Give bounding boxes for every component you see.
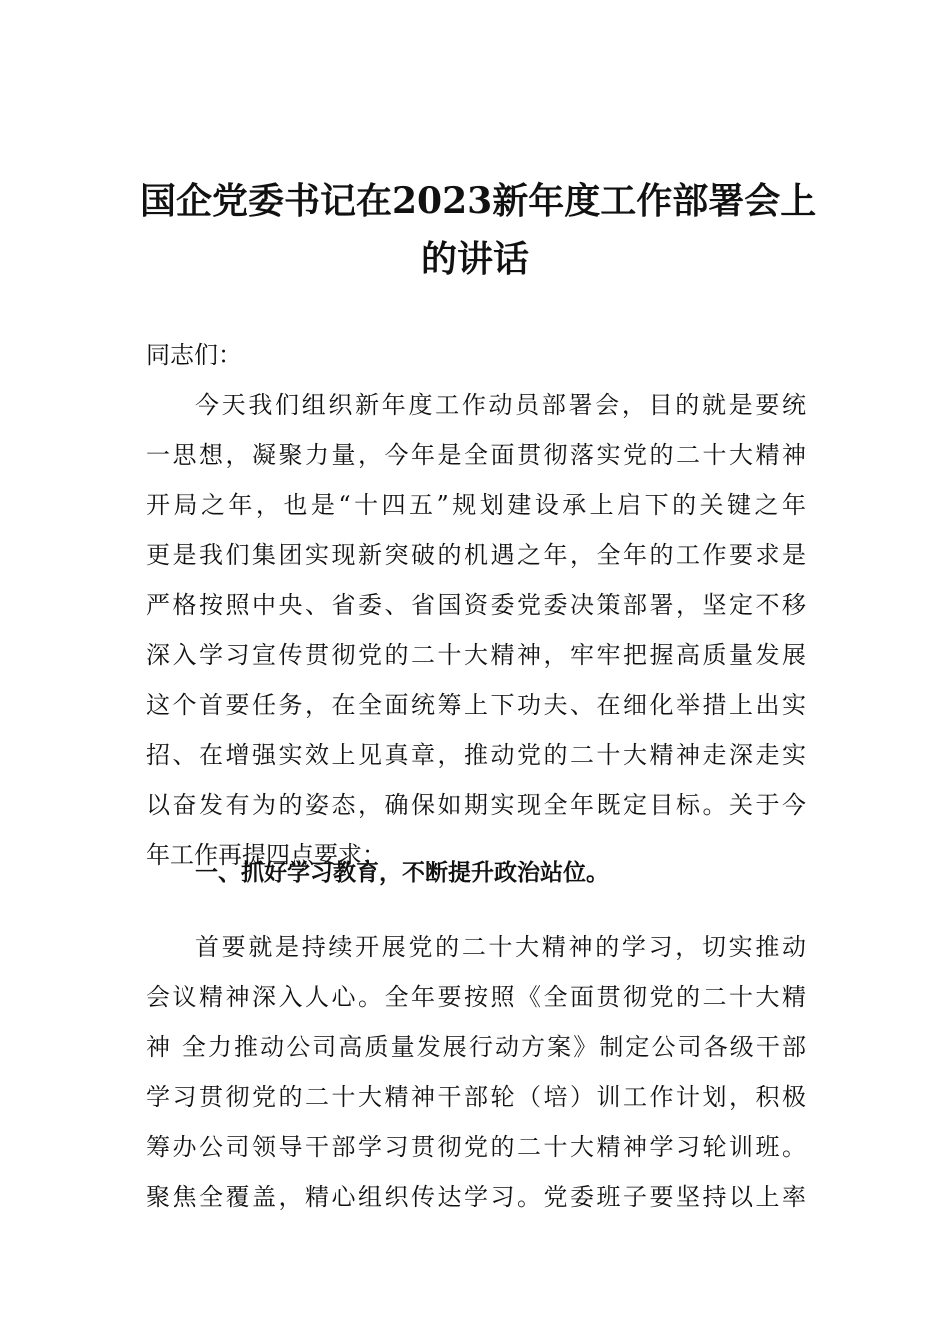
- paragraph-line: 筹办公司领导干部学习贯彻党的二十大精神学习轮训班。: [146, 1133, 806, 1161]
- paragraph-line: 聚焦全覆盖，精心组织传达学习。党委班子要坚持以上率: [146, 1183, 806, 1211]
- title-line: 的讲话: [420, 238, 529, 280]
- paragraph-line: 以奋发有为的姿态，确保如期实现全年既定目标。关于今: [146, 791, 806, 819]
- paragraph-line: 年工作再提四点要求：: [146, 841, 386, 869]
- paragraph-line: 开局之年，也是“十四五”规划建设承上启下的关键之年: [146, 491, 806, 519]
- paragraph-line: 学习贯彻党的二十大精神干部轮（培）训工作计划，积极: [146, 1083, 806, 1111]
- salutation: 同志们：: [146, 341, 242, 369]
- paragraph-line: 首要就是持续开展党的二十大精神的学习，切实推动: [195, 933, 806, 961]
- paragraph-line: 这个首要任务，在全面统筹上下功夫、在细化举措上出实: [146, 691, 806, 719]
- section-heading-1: 一、抓好学习教育，不断提升政治站位。: [195, 860, 609, 886]
- paragraph-line: 神 全力推动公司高质量发展行动方案》制定公司各级干部: [146, 1033, 806, 1061]
- document-title: [140, 172, 817, 288]
- title-line: 国企党委书记在2023新年度工作部署会上: [140, 180, 817, 222]
- paragraph-1: [146, 380, 806, 880]
- paragraph-line: 今天我们组织新年度工作动员部署会，目的就是要统: [195, 391, 806, 419]
- paragraph-line: 深入学习宣传贯彻党的二十大精神，牢牢把握高质量发展: [146, 641, 806, 669]
- paragraph-line: 会议精神深入人心。全年要按照《全面贯彻党的二十大精: [146, 983, 806, 1011]
- paragraph-line: 更是我们集团实现新突破的机遇之年，全年的工作要求是: [146, 541, 806, 569]
- paragraph-line: 严格按照中央、省委、省国资委党委决策部署，坚定不移: [146, 591, 806, 619]
- paragraph-line: 一思想，凝聚力量，今年是全面贯彻落实党的二十大精神: [146, 441, 806, 469]
- paragraph-line: 招、在增强实效上见真章，推动党的二十大精神走深走实: [146, 741, 806, 769]
- paragraph-2: [146, 922, 806, 1222]
